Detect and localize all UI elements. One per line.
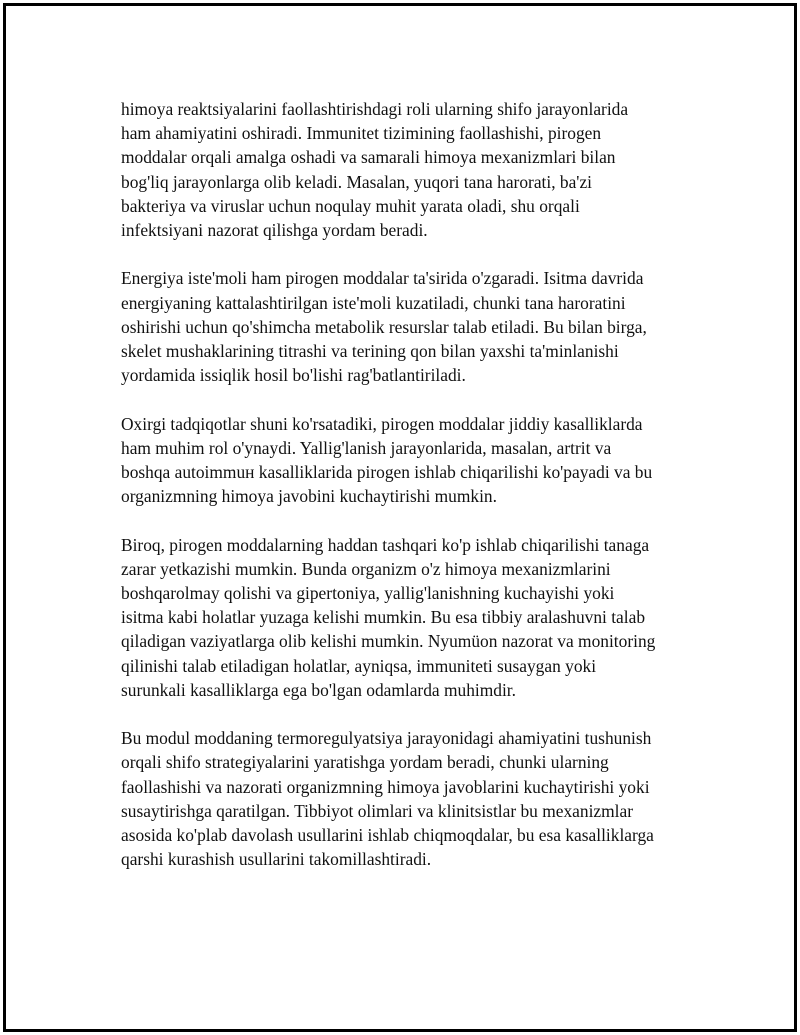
text-line: susaytirishga qaratilgan. Tibbiyot olimlari va klinitsistlar bu mexanizmlar	[121, 800, 633, 821]
text-line: orqali shifo strategiyalarini yaratishga yordam beradi, chunki ularning	[121, 752, 609, 773]
paragraph-5	[121, 726, 701, 871]
text-line: bog'liq jarayonlarga olib keladi. Masalan, yuqori tana harorati, ba'zi	[121, 171, 592, 192]
text-line: faollashishi va nazorati organizmning himoya javoblarini kuchaytirishi yoki	[121, 776, 650, 797]
text-line: energiyaning kattalashtirilgan iste'moli kuzatiladi, chunki tana haroratini	[121, 292, 626, 313]
text-line: Bu modul moddaning termoregulyatsiya jarayonidagi ahamiyatini tushunish	[121, 728, 652, 749]
text-line: zarar yetkazishi mumkin. Bunda organizm o'z himoya mexanizmlarini	[121, 558, 611, 579]
text-line: ham ahamiyatini oshiradi. Immunitet tizimining faollashishi, pirogen	[121, 123, 602, 144]
text-line: skelet mushaklarining titrashi va terining qon bilan yaxshi ta'minlanishi	[121, 341, 619, 362]
text-line: Oxirgi tadqiqotlar shuni ko'rsatadiki, pirogen moddalar jiddiy kasalliklarda	[121, 413, 643, 434]
text-line: qilinishi talab etiladigan holatlar, ayniqsa, immuniteti susaygan yoki	[121, 655, 597, 676]
paragraph-4	[121, 533, 701, 702]
text-line: qarshi kurashish usullarini takomillashtiradi.	[121, 849, 432, 870]
text-line: bakteriya va viruslar uchun noqulay muhit yarata oladi, shu orqali	[121, 195, 580, 216]
text-line: infektsiyani nazorat qilishga yordam beradi.	[121, 220, 428, 241]
text-line: moddalar orqali amalga oshadi va samarali himoya mexanizmlari bilan	[121, 147, 616, 168]
text-line: yordamida issiqlik hosil bo'lishi rag'batlantiriladi.	[121, 365, 466, 386]
text-line: oshirishi uchun qo'shimcha metabolik resurslar talab etiladi. Bu bilan birga,	[121, 316, 647, 337]
text-line: qiladigan vaziyatlarga olib kelishi mumkin. Nyumüon nazorat va monitoring	[121, 631, 656, 652]
paragraph-1	[121, 97, 701, 242]
text-line: surunkali kasalliklarga ega bo'lgan odamlarda muhimdir.	[121, 679, 516, 700]
text-line: organizmning himoya javobini kuchaytirishi mumkin.	[121, 486, 497, 507]
text-line: ham muhim rol o'ynaydi. Yallig'lanish jarayonlarida, masalan, artrit va	[121, 437, 612, 458]
text-line: asosida ko'plab davolash usullarini ishlab chiqmoqdalar, bu esa kasalliklarga	[121, 825, 654, 846]
text-line: Energiya iste'moli ham pirogen moddalar ta'sirida o'zgaradi. Isitma davrida	[121, 268, 644, 289]
page-frame	[3, 3, 797, 1032]
paragraph-3	[121, 412, 701, 509]
text-line: isitma kabi holatlar yuzaga kelishi mumkin. Bu esa tibbiy aralashuvni talab	[121, 607, 646, 628]
text-line: boshqa autoimmuн kasalliklarida pirogen ishlab chiqarilishi ko'payadi va bu	[121, 462, 653, 483]
text-line: himoya reaktsiyalarini faollashtirishdagi roli ularning shifo jarayonlarida	[121, 99, 629, 119]
text-line: Biroq, pirogen moddalarning haddan tashqari ko'p ishlab chiqarilishi tanaga	[121, 534, 650, 555]
paragraph-2	[121, 266, 701, 387]
text-line: boshqarolmay qolishi va gipertoniya, yallig'lanishning kuchayishi yoki	[121, 583, 615, 604]
document-body	[121, 97, 701, 896]
